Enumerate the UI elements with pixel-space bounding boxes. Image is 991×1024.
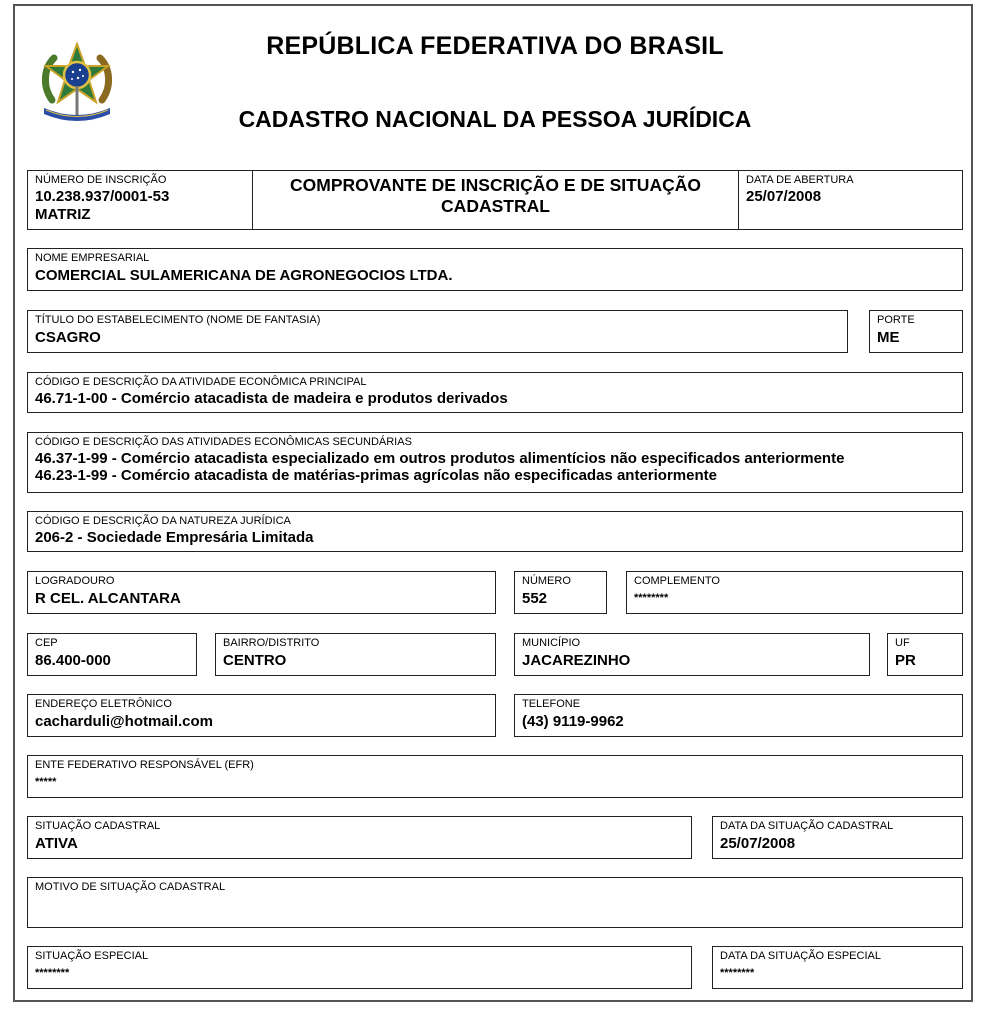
header-title: REPÚBLICA FEDERATIVA DO BRASIL — [266, 32, 724, 60]
comprovante-title-line1: COMPROVANTE DE INSCRIÇÃO E DE SITUAÇÃO — [290, 175, 701, 195]
logradouro-box — [27, 571, 496, 614]
data-situacao-label: DATA DA SITUAÇÃO CADASTRAL — [720, 820, 894, 832]
bairro-box — [215, 633, 496, 676]
uf-label: UF — [895, 637, 910, 649]
porte-value: ME — [877, 329, 900, 346]
abertura-label: DATA DE ABERTURA — [746, 174, 854, 186]
efr-label: ENTE FEDERATIVO RESPONSÁVEL (EFR) — [35, 759, 254, 771]
numero-label: NÚMERO — [522, 575, 571, 587]
abertura-box — [738, 170, 963, 230]
comprovante-box — [252, 170, 739, 230]
situacao-especial-value: ******** — [35, 967, 70, 979]
bairro-label: BAIRRO/DISTRITO — [223, 637, 320, 649]
municipio-value: JACAREZINHO — [522, 652, 631, 669]
telefone-value: (43) 9119-9962 — [522, 713, 624, 730]
cep-box — [27, 633, 197, 676]
efr-box — [27, 755, 963, 798]
motivo-box — [27, 877, 963, 928]
porte-box — [869, 310, 963, 353]
atividade-principal-box — [27, 372, 963, 413]
atividade-principal-label: CÓDIGO E DESCRIÇÃO DA ATIVIDADE ECONÔMICA PRINCIPAL — [35, 376, 367, 388]
inscricao-box — [27, 170, 253, 230]
data-situacao-especial-box — [712, 946, 963, 989]
data-situacao-box — [712, 816, 963, 859]
atividade-secundaria-item: 46.23-1-99 - Comércio atacadista de matérias-primas agrícolas não especificadas anteriormente — [35, 467, 717, 484]
inscricao-label: NÚMERO DE INSCRIÇÃO — [35, 174, 167, 186]
municipio-box — [514, 633, 870, 676]
complemento-value: ******** — [634, 592, 669, 604]
atividades-secundarias-label: CÓDIGO E DESCRIÇÃO DAS ATIVIDADES ECONÔMICAS SECUNDÁRIAS — [35, 436, 412, 448]
data-situacao-value: 25/07/2008 — [720, 835, 796, 852]
efr-value: ***** — [35, 776, 57, 788]
natureza-juridica-label: CÓDIGO E DESCRIÇÃO DA NATUREZA JURÍDICA — [35, 515, 291, 527]
numero-box — [514, 571, 607, 614]
situacao-box — [27, 816, 692, 859]
natureza-juridica-value: 206-2 - Sociedade Empresária Limitada — [35, 529, 314, 546]
abertura-value: 25/07/2008 — [746, 188, 822, 205]
atividade-principal-value: 46.71-1-00 - Comércio atacadista de madeira e produtos derivados — [35, 390, 508, 407]
natureza-juridica-box — [27, 511, 963, 552]
email-label: ENDEREÇO ELETRÔNICO — [35, 698, 172, 710]
nome-empresarial-label: NOME EMPRESARIAL — [35, 252, 150, 264]
email-box — [27, 694, 496, 737]
data-situacao-especial-label: DATA DA SITUAÇÃO ESPECIAL — [720, 950, 881, 962]
telefone-label: TELEFONE — [522, 698, 581, 710]
nome-empresarial-value: COMERCIAL SULAMERICANA DE AGRONEGOCIOS LTDA. — [35, 267, 453, 284]
titulo-box — [27, 310, 848, 353]
bairro-value: CENTRO — [223, 652, 287, 669]
situacao-value: ATIVA — [35, 835, 78, 852]
situacao-label: SITUAÇÃO CADASTRAL — [35, 820, 161, 832]
municipio-label: MUNICÍPIO — [522, 637, 581, 649]
cep-value: 86.400-000 — [35, 652, 111, 669]
situacao-especial-box — [27, 946, 692, 989]
brazil-coat-of-arms-icon — [38, 42, 116, 126]
porte-label: PORTE — [877, 314, 915, 326]
email-value: cacharduli@hotmail.com — [35, 713, 214, 730]
data-situacao-especial-value: ******** — [720, 967, 755, 979]
titulo-value: CSAGRO — [35, 329, 101, 346]
motivo-label: MOTIVO DE SITUAÇÃO CADASTRAL — [35, 881, 226, 893]
logradouro-value: R CEL. ALCANTARA — [35, 590, 181, 607]
header-subtitle: CADASTRO NACIONAL DA PESSOA JURÍDICA — [238, 106, 752, 132]
logradouro-label: LOGRADOURO — [35, 575, 115, 587]
cep-label: CEP — [35, 637, 58, 649]
numero-value: 552 — [522, 590, 548, 607]
inscricao-type: MATRIZ — [35, 206, 91, 223]
situacao-especial-label: SITUAÇÃO ESPECIAL — [35, 950, 149, 962]
uf-box — [887, 633, 963, 676]
complemento-box — [626, 571, 963, 614]
telefone-box — [514, 694, 963, 737]
comprovante-title-line2: CADASTRAL — [441, 196, 550, 216]
complemento-label: COMPLEMENTO — [634, 575, 720, 587]
titulo-label: TÍTULO DO ESTABELECIMENTO (NOME DE FANTASIA) — [35, 314, 321, 326]
atividade-secundaria-item: 46.37-1-99 - Comércio atacadista especializado em outros produtos alimentícios não especificados anteriormente — [35, 450, 845, 467]
nome-empresarial-box — [27, 248, 963, 291]
uf-value: PR — [895, 652, 916, 669]
inscricao-number: 10.238.937/0001-53 — [35, 188, 170, 205]
atividades-secundarias-box — [27, 432, 963, 493]
